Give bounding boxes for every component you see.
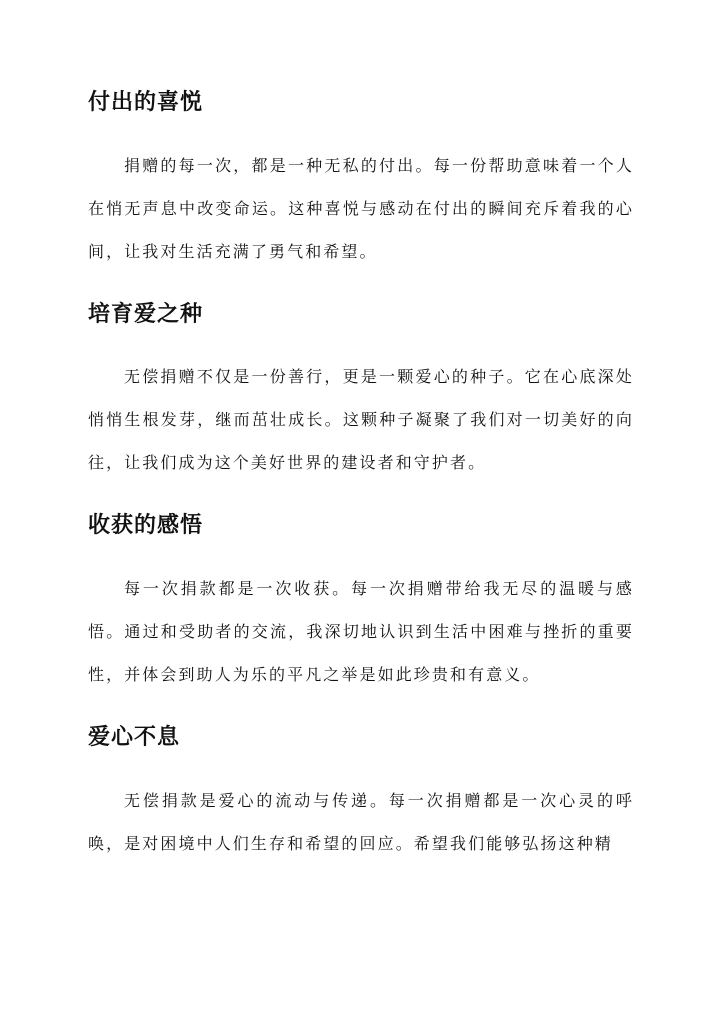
section-heading-harvest-insight: 收获的感悟 [88,512,204,538]
section-paragraph-joy-of-giving: 捐赠的每一次，都是一种无私的付出。每一份帮助意味着一个人在悄无声息中改变命运。这种喜悦与感动在付出的瞬间充斥着我的心间，让我对生活充满了勇气和希望。 [88,156,634,261]
section-heading-joy-of-giving: 付出的喜悦 [88,89,204,115]
section-heading-endless-love: 爱心不息 [88,724,181,750]
section-paragraph-harvest-insight: 每一次捐款都是一次收获。每一次捐赠带给我无尽的温暖与感悟。通过和受助者的交流，我深切地认识到生活中困难与挫折的重要性，并体会到助人为乐的平凡之举是如此珍贵和有意义。 [88,579,634,684]
section-paragraph-seed-of-love: 无偿捐赠不仅是一份善行，更是一颗爱心的种子。它在心底深处悄悄生根发芽，继而茁壮成长。这颗种子凝聚了我们对一切美好的向往，让我们成为这个美好世界的建设者和守护者。 [88,367,634,472]
section-heading-seed-of-love: 培育爱之种 [88,301,204,327]
section-paragraph-endless-love: 无偿捐款是爱心的流动与传递。每一次捐赠都是一次心灵的呼唤，是对困境中人们生存和希望的回应。希望我们能够弘扬这种精 [88,791,634,853]
